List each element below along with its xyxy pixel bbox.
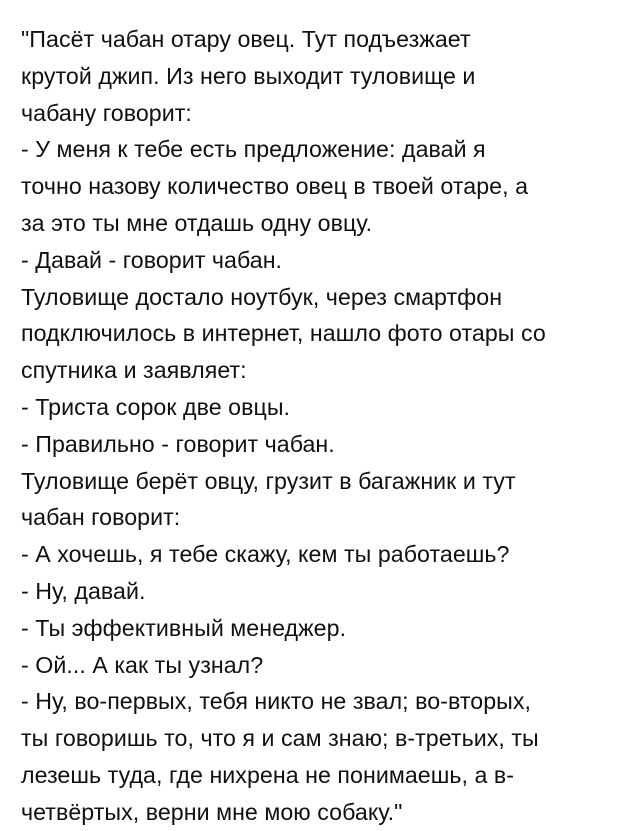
text-line: крутой джип. Из него выходит туловище и — [21, 62, 476, 89]
text-line: - Ты эффективный менеджер. — [21, 614, 347, 641]
text-line: четвёртых, верни мне мою собаку." — [21, 798, 403, 825]
text-line: "Пасёт чабан отару овец. Тут подъезжает — [21, 26, 471, 52]
text-line: за это ты мне отдашь одну овцу. — [21, 209, 373, 236]
text-line: - У меня к тебе есть предложение: давай я — [21, 136, 486, 163]
text-line: - Правильно - говорит чабан. — [21, 430, 335, 457]
text-line: лезешь туда, где нихрена не понимаешь, а в- — [21, 761, 515, 788]
text-line: - Триста сорок две овцы. — [21, 393, 291, 420]
text-line: спутника и заявляет: — [21, 357, 247, 384]
text-line: чабану говорит: — [21, 99, 192, 126]
text-line: Туловище достало ноутбук, через смартфон — [21, 283, 503, 310]
text-line: точно назову количество овец в твоей отаре, а — [21, 173, 529, 200]
text-line: - Ну, давай. — [21, 577, 146, 604]
text-line: - А хочешь, я тебе скажу, кем ты работаешь? — [21, 541, 510, 568]
text-line: чабан говорит: — [21, 504, 181, 531]
text-line: подключилось в интернет, нашло фото отары со — [21, 320, 546, 347]
text-line: - Давай - говорит чабан. — [21, 246, 283, 273]
joke-text — [21, 21, 631, 831]
text-line: ты говоришь то, что я и сам знаю; в-третьих, ты — [21, 725, 539, 752]
text-line: Туловище берёт овцу, грузит в багажник и тут — [21, 467, 516, 494]
text-line: - Ой... А как ты узнал? — [21, 651, 264, 678]
text-line: - Ну, во-первых, тебя никто не звал; во-вторых, — [21, 688, 532, 715]
